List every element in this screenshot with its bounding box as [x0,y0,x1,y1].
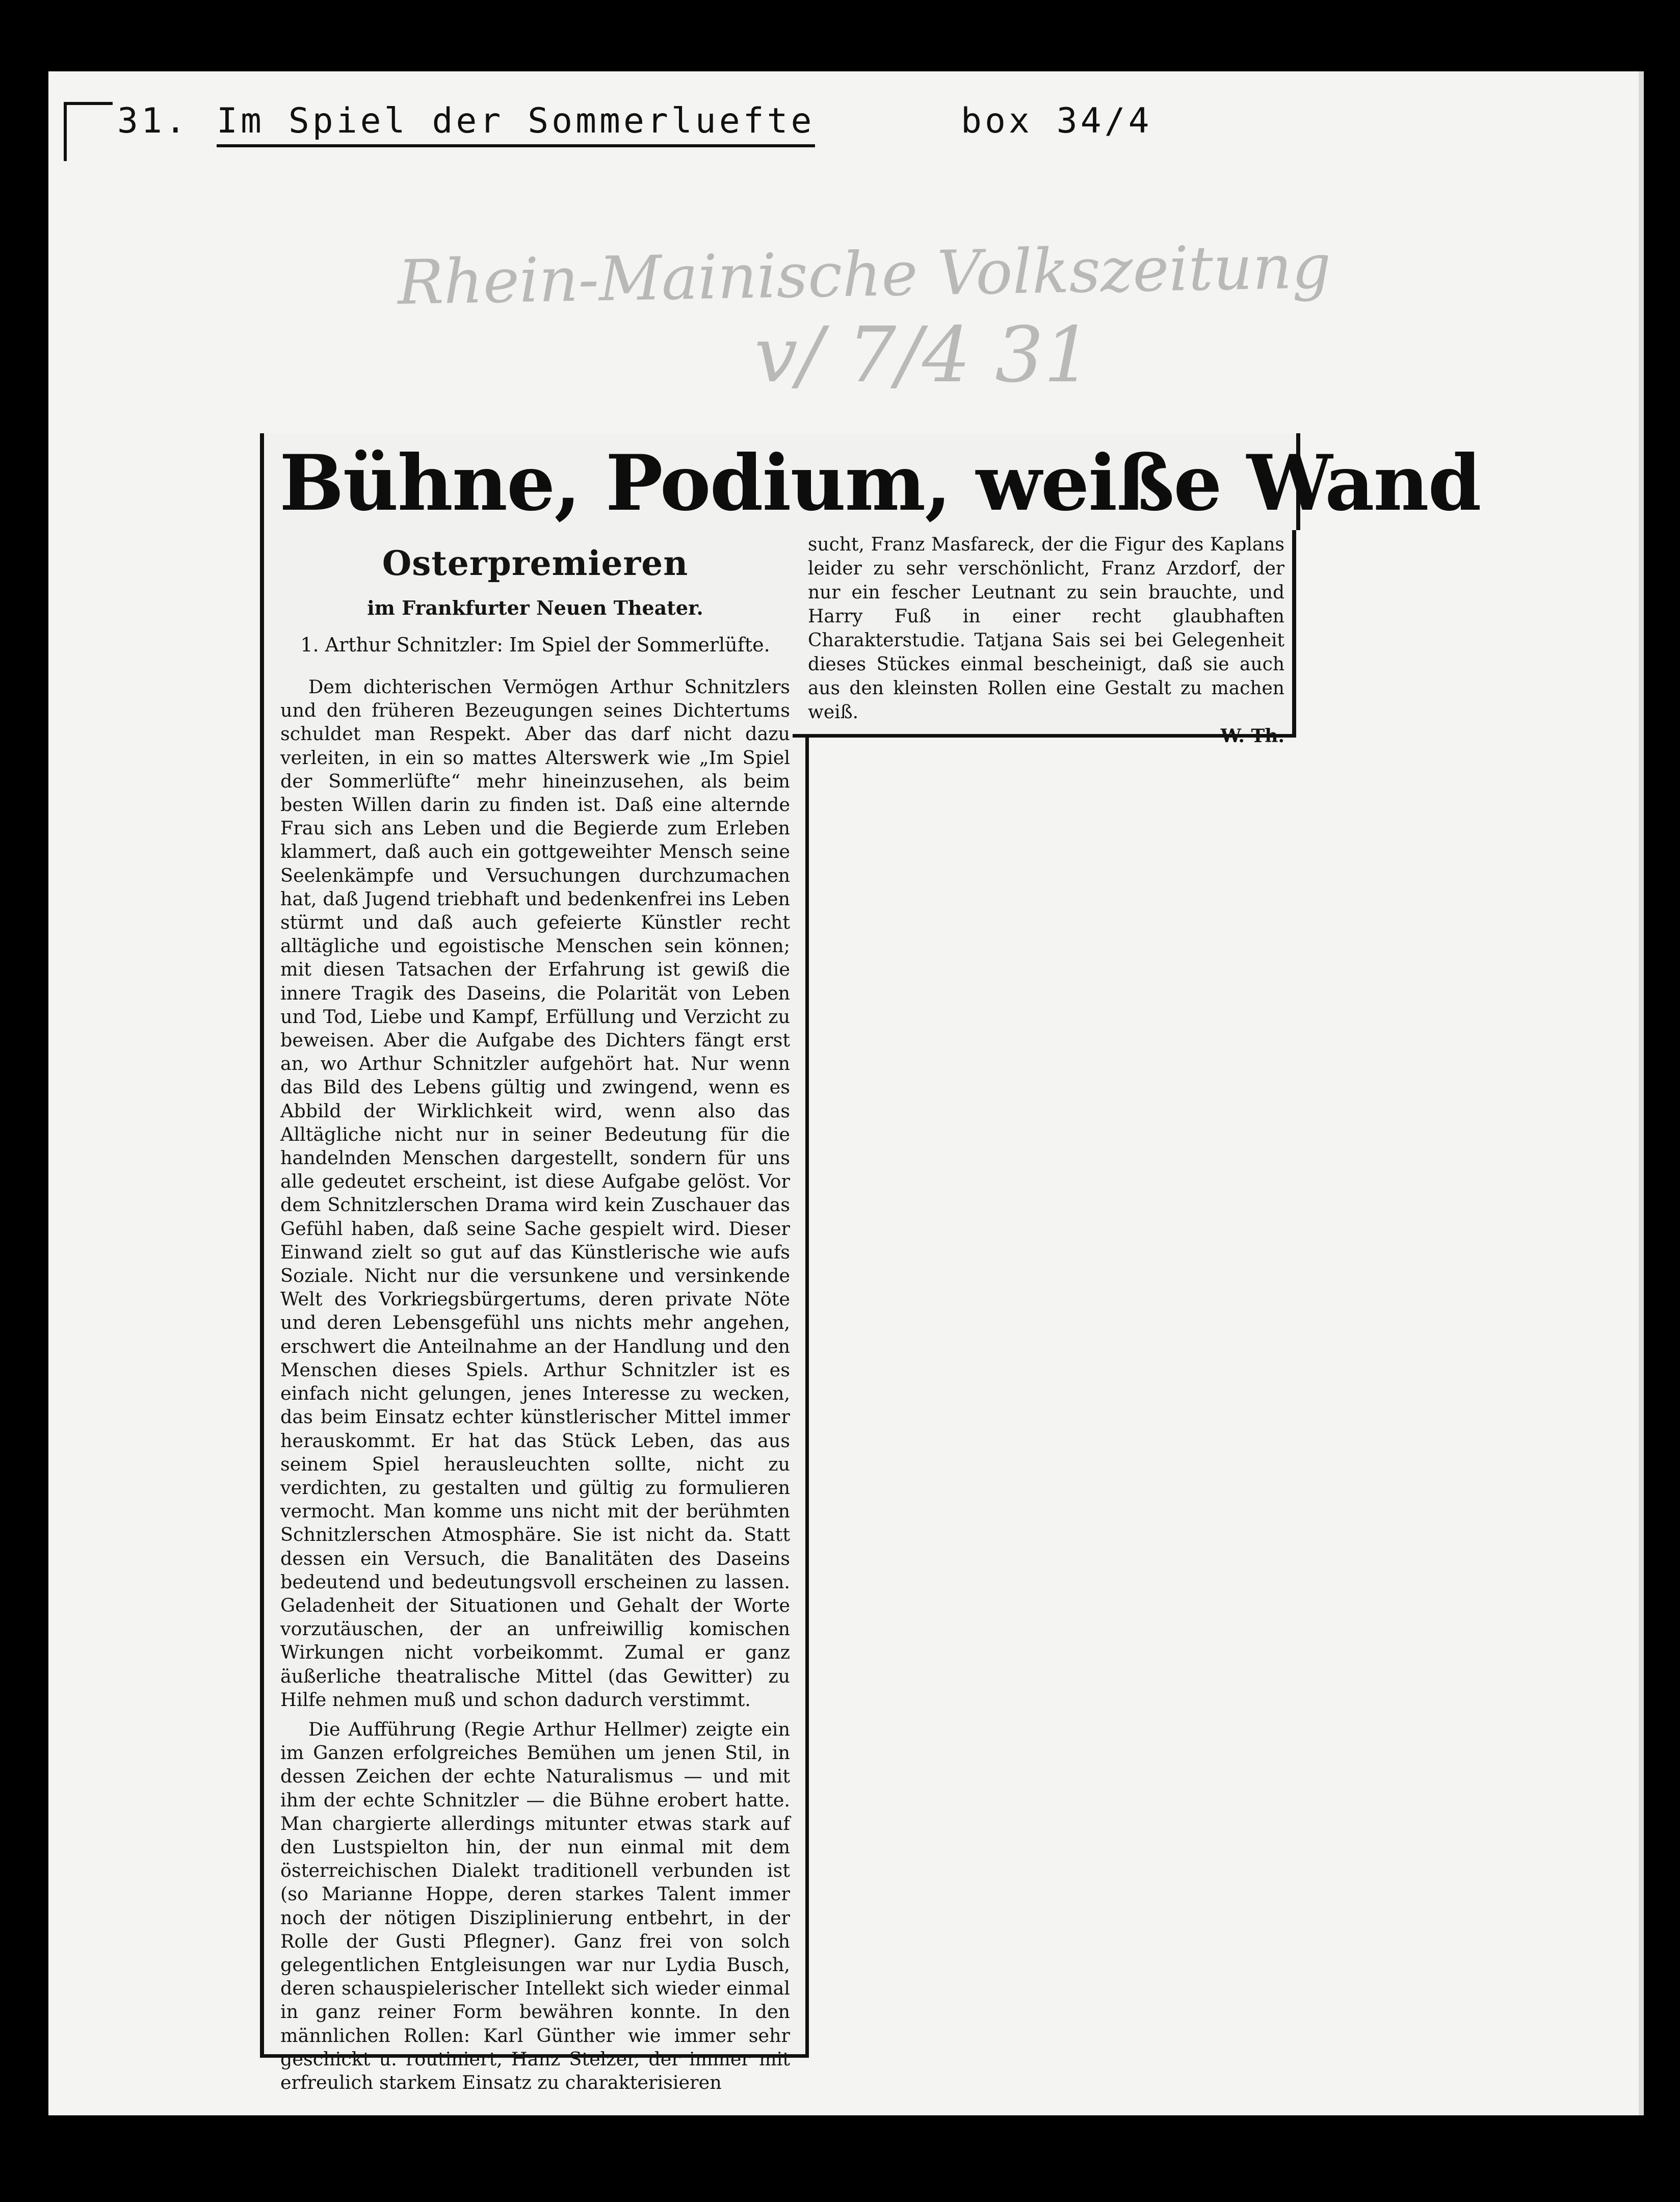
archive-header [0,101,1680,162]
headline: Bühne, Podium, weiße Wand [279,438,1481,528]
handwritten-source: Rhein-Mainische Volkszeitung [397,231,1332,319]
article-column-right [808,533,1284,748]
handwritten-date: v/ 7/4 31 [754,311,1092,400]
sheet-edge [1639,71,1644,2115]
folder-number: 31. [117,101,189,141]
newspaper-clipping [260,433,1481,2093]
author-signature: W. Th. [1220,725,1284,747]
article-paragraph-2: Die Aufführung (Regie Arthur Hellmer) zeigte ein im Ganzen erfolgreiches Bemühen um jenen Stil, in dessen Zeichen der echte Naturalismus — und mit ihm der echte Schnitzler — die Bühne erobert hatte. Man chargierte allerdings mitunter etwas stark auf den Lustspielton hin, der nun einmal mit dem österreichischen Dialekt traditionell verbunden ist (so Marianne Hoppe, deren starkes Talent immer noch der nötigen Disziplinierung entbehrt, in der Rolle der Gusti Pflegner). Ganz frei von solch gelegentlichen Entgleisungen war nur Lydia Busch, deren schauspielerischer Intellekt sich wieder einmal in ganz reiner Form bewähren konnte. In den männlichen Rollen: Karl Günther wie immer sehr geschickt u. routiniert, Hanz Stelzer, der immer mit erfreulich starkem Einsatz zu charakterisieren [280,1718,790,2093]
clipping-headline-box [260,433,1481,530]
section-title: Osterpremieren [382,543,689,583]
article-column-left [280,543,790,2094]
folder-title: Im Spiel der Sommerluefte [217,101,815,147]
article-paragraph-1: Dem dichterischen Vermögen Arthur Schnitzlers und den früheren Bezeugungen seines Dichtertums schuldet man Respekt. Aber das darf nicht dazu verleiten, in ein so mattes Alterswerk wie „Im Spiel der Sommerlüfte“ mehr hineinzusehen, als beim besten Willen darin zu finden ist. Daß eine alternde Frau sich ans Leben und die Begierde zum Erleben klammert, daß auch ein gottgeweihter Mensch seine Seelenkämpfe und Versuchungen durchzumachen hat, daß Jugend triebhaft und bedenkenfrei ins Leben stürmt und daß auch gefeierte Künstler recht alltägliche und egoistische Menschen sein können; mit diesen Tatsachen der Erfahrung ist gewiß die innere Tragik des Daseins, die Polarität von Leben und Tod, Liebe und Kampf, Erfüllung und Verzicht zu beweisen. Aber die Aufgabe des Dichters fängt erst an, wo Arthur Schnitzler aufgehört hat. Nur wenn das Bild des Lebens gültig und zwingend, wenn es Abbild der Wirklichkeit wird, wenn also das Alltägliche nicht nur in seiner Bedeutung für die handelnden Menschen dargestellt, sondern für uns alle gedeutet erscheint, ist diese Aufgabe gelöst. Vor dem Schnitzlerschen Drama wird kein Zuschauer das Gefühl haben, daß seine Sache gespielt wird. Dieser Einwand zielt so gut auf das Künstlerische wie aufs Soziale. Nicht nur die versunkene und versinkende Welt des Vorkriegsbürgertums, deren private Nöte und deren Lebensgefühl uns nichts mehr angehen, erschwert die Anteilnahme an der Handlung und den Menschen dieses Spiels. Arthur Schnitzler ist es einfach nicht gelungen, jenes Interesse zu wecken, das beim Einsatz echter künstlerischer Mittel immer herauskommt. Er hat das Stück Leben, das aus seinem Spiel herausleuchten sollte, nicht zu verdichten, zu gestalten und gültig zu formulieren vermocht. Man komme uns nicht mit der berühmten Schnitzlerschen Atmosphäre. Sie ist nicht da. Statt dessen ein Versuch, die Banalitäten des Daseins bedeutend und bedeutungsvoll erscheinen zu lassen. Geladenheit der Situationen und Gehalt der Worte vorzutäuschen, der an unfreiwillig komischen Wirkungen nicht vorbeikommt. Zumal er ganz äußerliche theatralische Mittel (das Gewitter) zu Hilfe nehmen muß und schon dadurch verstimmt. [280,676,790,1711]
article-paragraph-3: sucht, Franz Masfareck, der die Figur des Kaplans leider zu sehr verschönlicht, Franz Arzdorf, der nur ein fescher Leutnant zu sein brauchte, und Harry Fuß in einer recht glaubhaften Charakterstudie. Tatjana Sais sei bei Gelegenheit dieses Stückes einmal bescheinigt, daß sie auch aus den kleinsten Rollen eine Gestalt zu machen weiß. [808,534,1284,723]
box-label: box 34/4 [961,101,1152,141]
venue-line: im Frankfurter Neuen Theater. [367,596,703,619]
review-title: 1. Arthur Schnitzler: Im Spiel der Sommerlüfte. [300,634,770,656]
